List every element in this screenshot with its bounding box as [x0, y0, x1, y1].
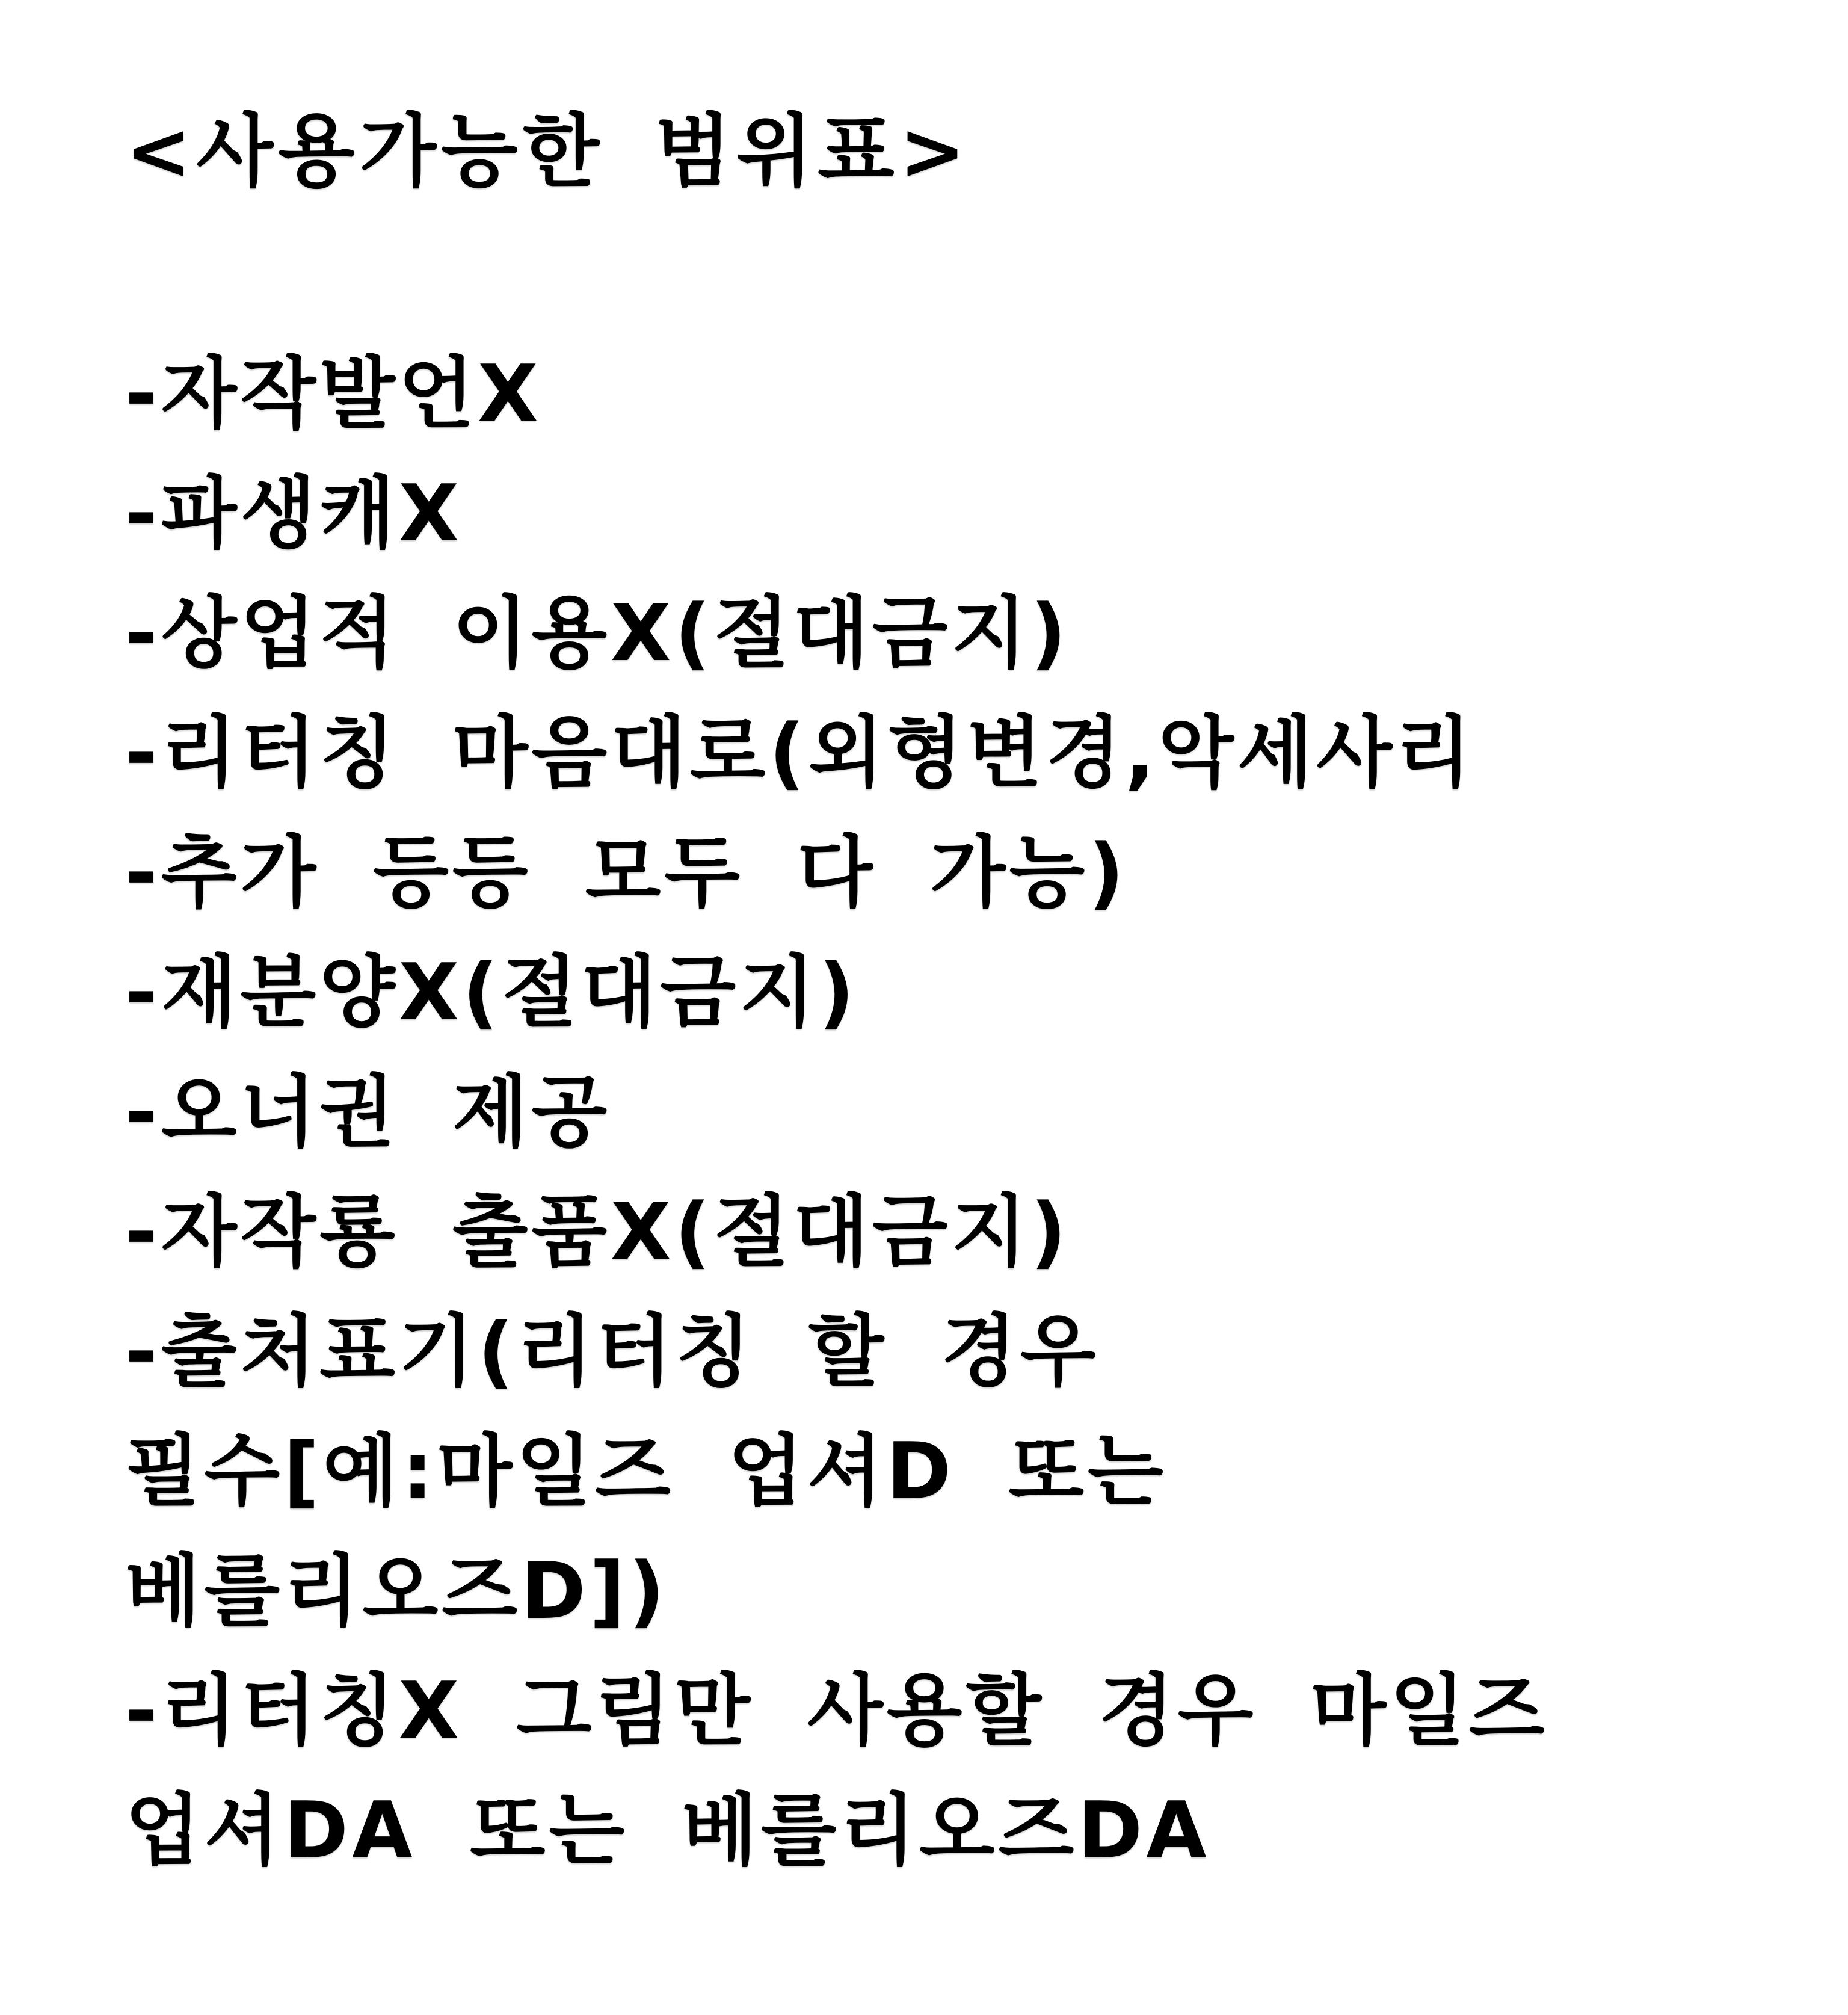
rule-line-no-redistribution: -재분양X(절대금지) — [125, 946, 858, 1038]
rule-line-owner-rights: -오너권 제공 — [125, 1066, 611, 1158]
rule-line-no-dragon-submission: -자작룡 출품X(절대금지) — [125, 1186, 1070, 1277]
page-title: <사용가능한 범위표> — [125, 105, 971, 198]
rule-line-credit-source: -출처표기(리터칭 할 경우 — [125, 1306, 1100, 1397]
rules-list — [125, 334, 1812, 1890]
rule-line-credit-source-cont1: 필수[예:마일즈 업셔D 또는 — [125, 1425, 1167, 1517]
rule-line-retouch-allowed-cont: -추가 등등 모두 다 가능) — [125, 827, 1128, 918]
rule-line-retouch-allowed: -리터칭 마음대로(외형변경,악세사리 — [125, 707, 1475, 798]
rule-line-no-retouch-credit-cont: 업셔DA 또는 베를리오즈DA — [125, 1785, 1210, 1876]
rule-line-no-commercial-use: -상업적 이용X(절대금지) — [125, 587, 1070, 679]
rule-line-no-derivative-chars: -파생캐X — [125, 467, 463, 559]
rule-line-no-retouch-credit: -리터칭X 그림만 사용할 경우 마일즈 — [125, 1665, 1548, 1756]
rule-line-no-original-quotes: -자작발언X — [125, 348, 542, 439]
rule-line-credit-source-cont2: 베를리오즈D]) — [125, 1545, 668, 1637]
